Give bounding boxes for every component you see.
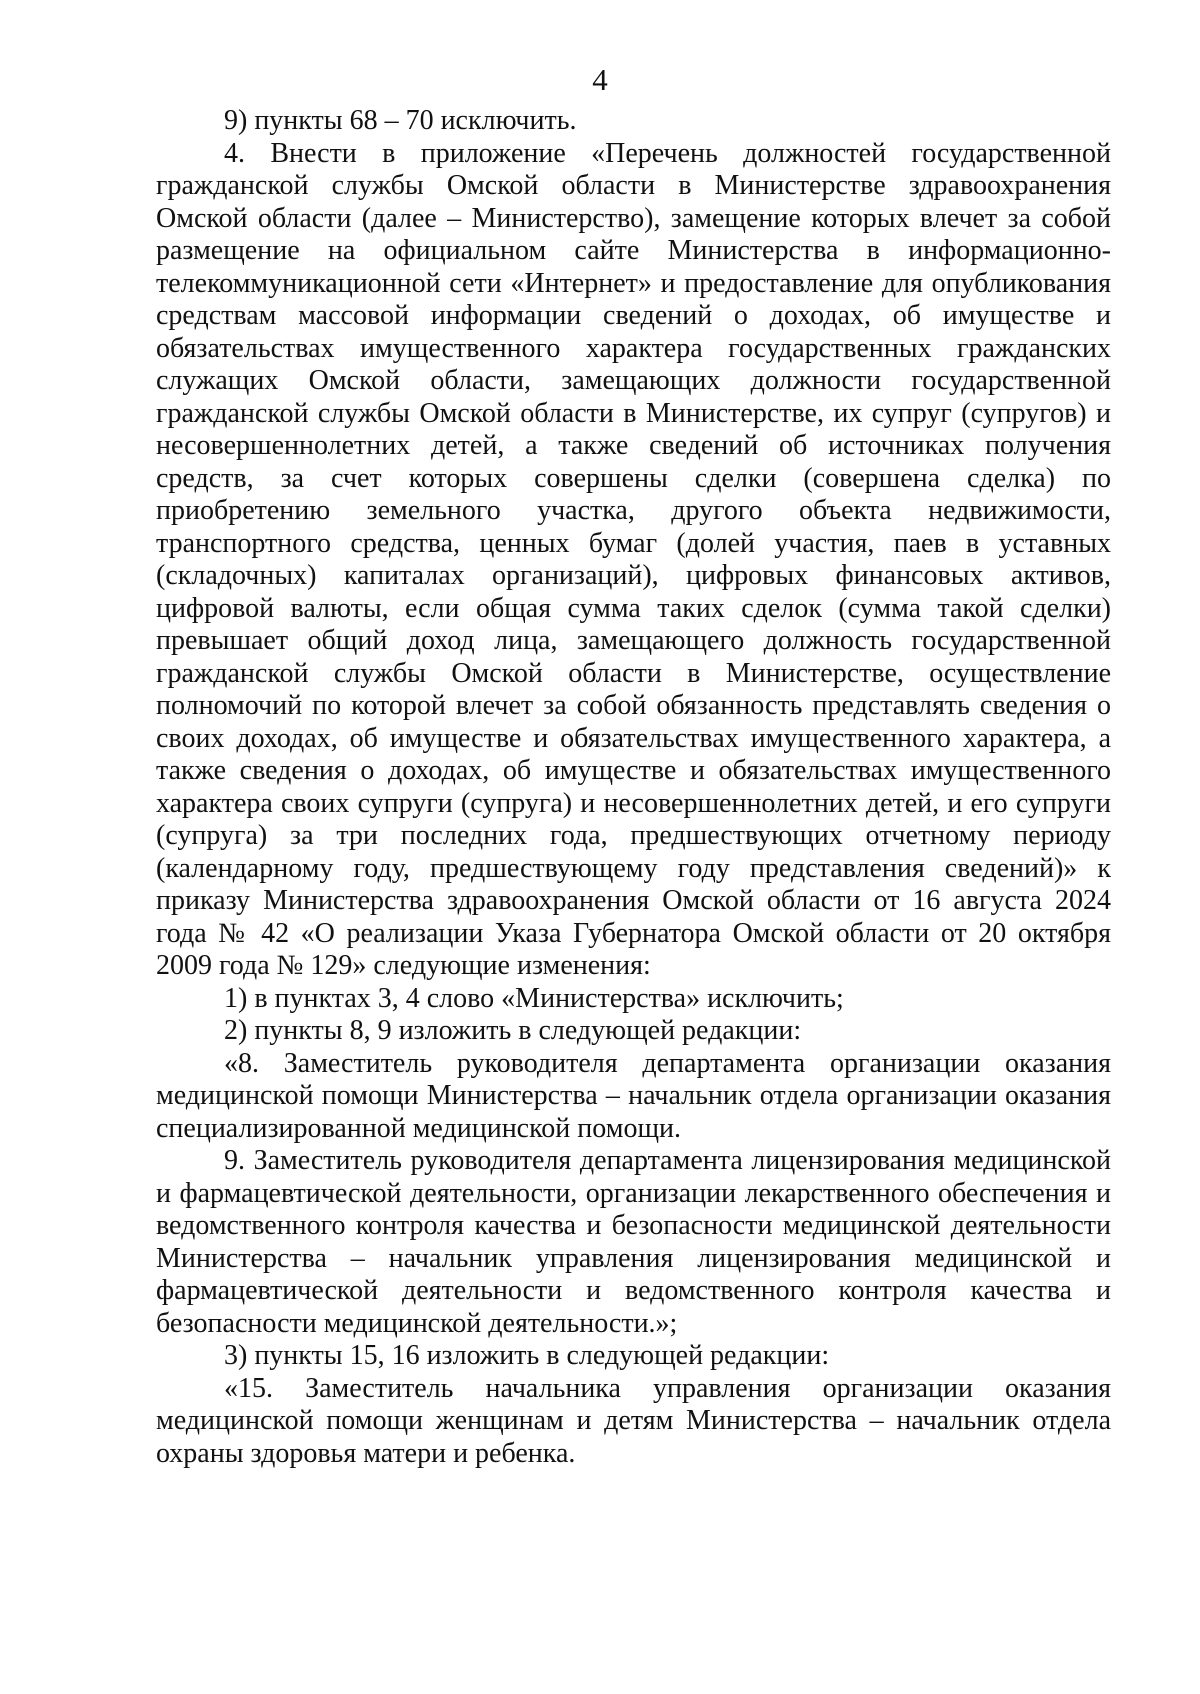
paragraph-point-9: 9. Заместитель руководителя департамента лицензирования медицинской и фармацевтической деятельности, организации лекарственного обеспечения и ведомственного контроля качества и безопасности медицинской деятельности Министерства – начальник управления лицензирования медицинской и фармацевтической деятельности и ведомственного контроля качества и безопасности медицинской деятельности.»; bbox=[156, 1145, 1111, 1339]
paragraph-subitem-2: 2) пункты 8, 9 изложить в следующей редакции: bbox=[224, 1015, 802, 1046]
paragraph-item-9: 9) пункты 68 – 70 исключить. bbox=[224, 105, 577, 136]
paragraph-point-8: «8. Заместитель руководителя департамента организации оказания медицинской помощи Министерства – начальник отдела организации оказания специализированной медицинской помощи. bbox=[156, 1047, 1111, 1144]
paragraph-subitem-3: 3) пункты 15, 16 изложить в следующей редакции: bbox=[224, 1340, 830, 1371]
paragraph-section-4: 4. Внести в приложение «Перечень должностей государственной гражданской службы Омской области в Министерстве здравоохранения Омской области (далее – Министерство), замещение которых влечет за собой размещение на официальном сайте Министерства в информационно-телекоммуникационной сети «Интернет» и предоставление для опубликования средствам массовой информации сведений о доходах, об имуществе и обязательствах имущественного характера государственных гражданских служащих Омской области, замещающих должности государственной гражданской службы Омской области в Министерстве, их супруг (супругов) и несовершеннолетних детей, а также сведений об источниках получения средств, за счет которых совершены сделки (совершена сделка) по приобретению земельного участка, другого объекта недвижимости, транспортного средства, ценных бумаг (долей участия, паев в уставных (складочных) капиталах организаций), цифровых финансовых активов, цифровой валюты, если общая сумма таких сделок (сумма такой сделки) превышает общий доход лица, замещающего должность государственной гражданской службы Омской области в Министерстве, осуществление полномочий по которой влечет за собой обязанность представлять сведения о своих доходах, об имуществе и обязательствах имущественного характера, а также сведения о доходах, об имуществе и обязательствах имущественного характера своих супруги (супруга) и несовершеннолетних детей, и его супруги (супруга) за три последних года, предшествующих отчетному периоду (календарному году, предшествующему году представления сведений)» к приказу Министерства здравоохранения Омской области от 16 августа 2024 года № 42 «О реализации Указа Губернатора Омской области от 20 октября 2009 года № 129» следующие изменения: bbox=[156, 137, 1111, 981]
paragraph-subitem-1: 1) в пунктах 3, 4 слово «Министерства» исключить; bbox=[224, 982, 844, 1014]
document-body bbox=[156, 105, 1111, 1470]
paragraph-point-15: «15. Заместитель начальника управления организации оказания медицинской помощи женщинам и детям Министерства – начальник отдела охраны здоровья матери и ребенка. bbox=[156, 1372, 1111, 1469]
page-number: 4 bbox=[592, 62, 608, 97]
